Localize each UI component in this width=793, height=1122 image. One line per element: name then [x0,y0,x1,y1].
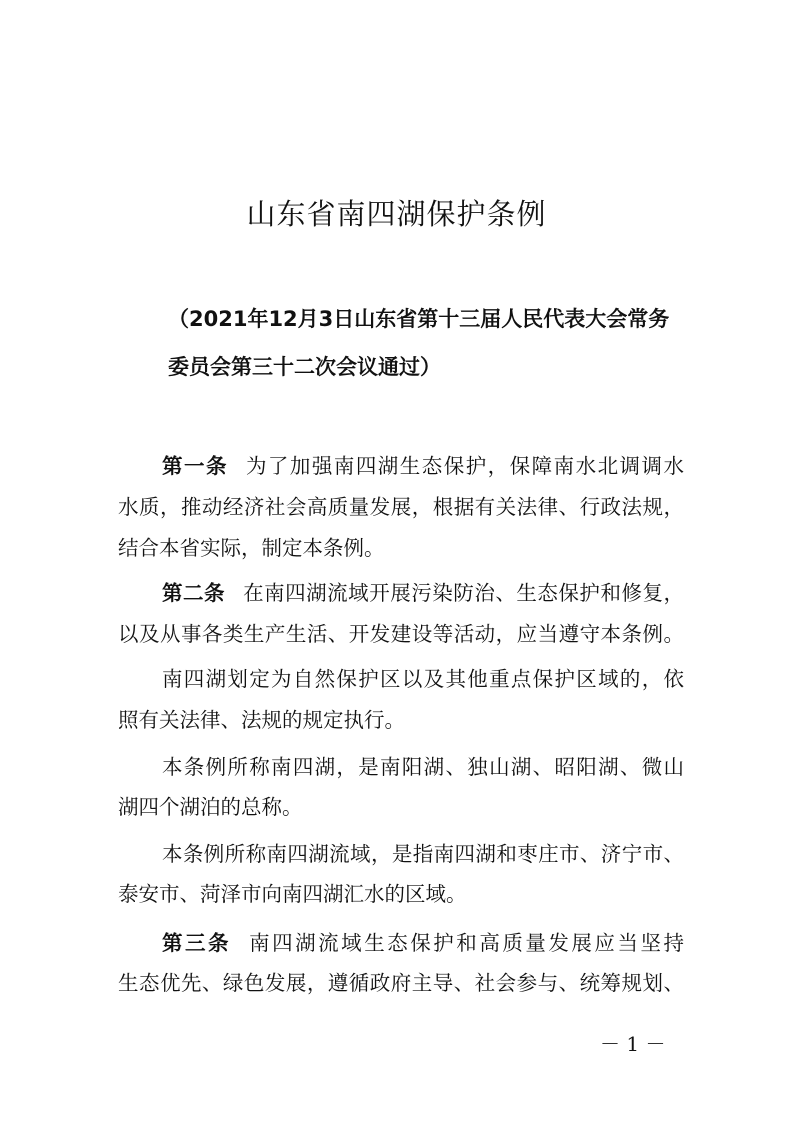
document-title: 山东省南四湖保护条例 [246,197,547,231]
article-2-text-1: 在南四湖流域开展污染防治、生态保护和修复， [243,581,684,605]
article-2-paragraph-2-line-2: 湖四个湖泊的总称。 [118,795,303,819]
article-1-line-3: 结合本省实际，制定本条例。 [118,536,385,560]
article-1-line-1 [162,451,684,481]
article-2-paragraph-1-line-1: 南四湖划定为自然保护区以及其他重点保护区域的，依 [162,667,684,691]
article-2-paragraph-2-line-1: 本条例所称南四湖，是南阳湖、独山湖、昭阳湖、微山 [162,755,684,779]
article-1-text-1: 为了加强南四湖生态保护，保障南水北调调水 [245,454,684,478]
article-2-paragraph-3-line-2: 泰安市、菏泽市向南四湖汇水的区域。 [118,882,467,906]
article-2-label: 第二条 [162,581,226,605]
subtitle-line-1: （2021年12月3日山东省第十三届人民代表大会常务 [168,307,670,331]
article-2-paragraph-1-line-2: 照有关法律、法规的规定执行。 [118,708,405,732]
page-number: － 1 － [600,1032,666,1056]
article-2-line-2: 以及从事各类生产生活、开发建设等活动，应当遵守本条例。 [118,622,684,646]
article-2-line-1 [162,578,684,608]
article-1-label: 第一条 [162,454,228,478]
article-2-paragraph-3-line-1: 本条例所称南四湖流域，是指南四湖和枣庄市、济宁市、 [162,842,684,866]
article-3-label: 第三条 [162,931,232,955]
article-3-line-2: 生态优先、绿色发展，遵循政府主导、社会参与、统筹规划、 [118,971,684,995]
article-1-line-2: 水质，推动经济社会高质量发展，根据有关法律、行政法规， [118,495,684,519]
subtitle-line-2: 委员会第三十二次会议通过） [168,355,441,379]
article-3-line-1 [162,928,684,958]
article-3-text-1: 南四湖流域生态保护和高质量发展应当坚持 [249,931,684,955]
